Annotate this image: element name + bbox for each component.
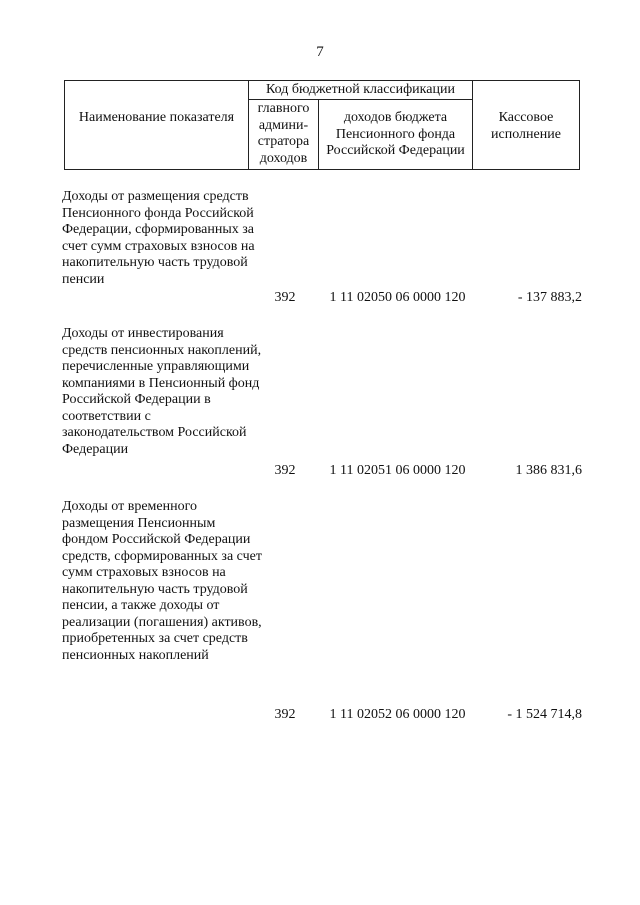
row-admin-code: 392 — [274, 290, 296, 305]
row-amount: - 1 524 714,8 — [507, 707, 582, 722]
row-amount: - 137 883,2 — [517, 290, 582, 305]
header-col-name: Наименование показателя — [78, 110, 235, 125]
header-col-admin: главного админи- стратора доходов — [257, 101, 310, 166]
header-col-execution: Кассовое исполнение — [491, 110, 561, 142]
row-amount: 1 386 831,6 — [515, 463, 582, 478]
header-code-group: Код бюджетной классификации — [266, 82, 455, 97]
row-name: Доходы от временного размещения Пенсионным фондом Российской Федерации средств, сформированных за счет сумм страховых взносов на накопительную часть трудовой пенсии, а также доходы от реализации (погашения) активов, приобретенных за счет средств пенсионных накоплений — [62, 499, 262, 663]
row-name: Доходы от инвестирования средств пенсионных накоплений, перечисленные управляющими компаниями в Пенсионный фонд Российской Федерации в соответствии с законодательством Российской Федерации — [62, 326, 262, 457]
row-admin-code: 392 — [274, 707, 296, 722]
page-number: 7 — [316, 44, 324, 60]
row-admin-code: 392 — [274, 463, 296, 478]
row-name: Доходы от размещения средств Пенсионного фонда Российской Федерации, сформированных за счет сумм страховых взносов на накопительную часть трудовой пенсии — [62, 189, 255, 287]
row-budget-code: 1 11 02052 06 0000 120 — [329, 707, 466, 722]
row-budget-code: 1 11 02051 06 0000 120 — [329, 463, 466, 478]
row-budget-code: 1 11 02050 06 0000 120 — [329, 290, 466, 305]
header-col-revenue: доходов бюджета Пенсионного фонда Российской Федерации — [326, 110, 465, 158]
